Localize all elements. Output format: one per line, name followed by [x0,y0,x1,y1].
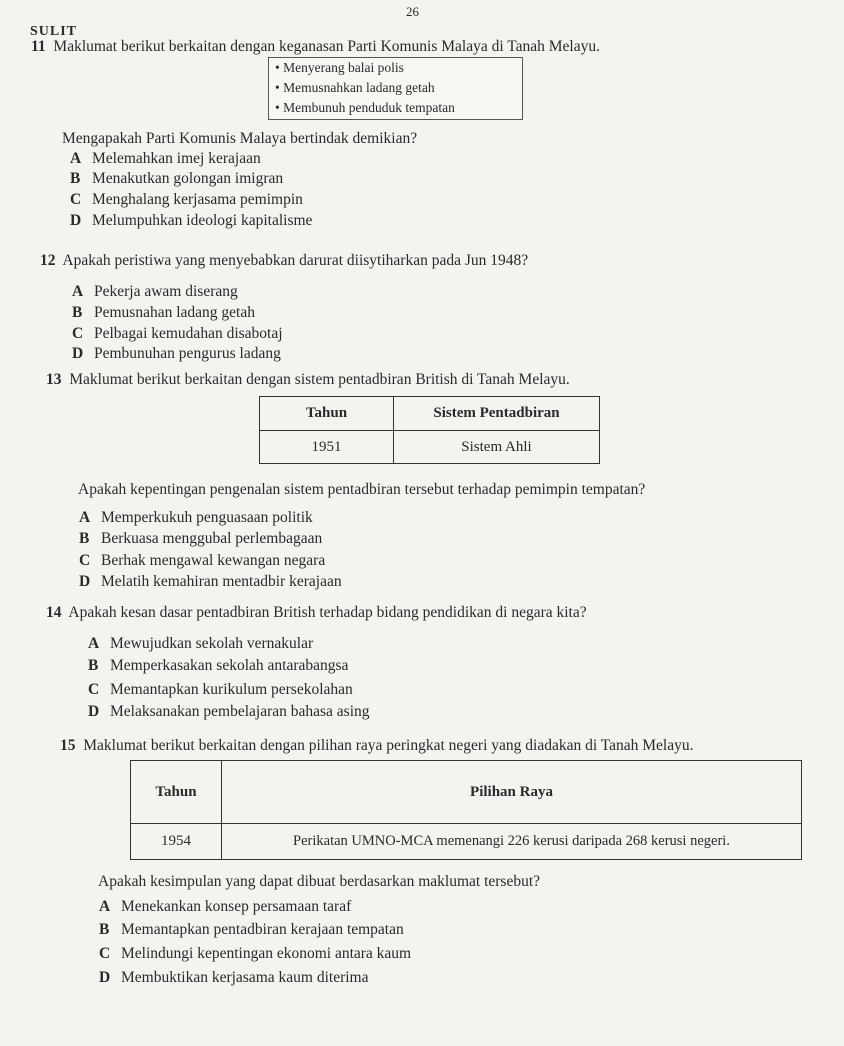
option-a[interactable]: A Memperkukuh penguasaan politik [79,509,313,526]
question-11-stem [31,38,600,56]
question-text: Apakah kesan dasar pentadbiran British terhadap bidang pendidikan di negara kita? [68,604,587,621]
info-bullet: • Memusnahkan ladang getah [275,80,435,95]
question-13-question: Apakah kepentingan pengenalan sistem pentadbiran tersebut terhadap pemimpin tempatan? [78,481,646,498]
option-c[interactable]: C Pelbagai kemudahan disabotaj [72,325,283,342]
question-number: 14 [46,604,62,621]
question-14-stem [46,604,587,622]
question-13-stem [46,371,570,389]
question-text: Maklumat berikut berkaitan dengan pilihan raya peringkat negeri yang diadakan di Tanah Melayu. [83,737,694,754]
question-number: 13 [46,371,62,388]
question-number: 11 [31,38,46,55]
option-a[interactable]: A Melemahkan imej kerajaan [70,150,261,167]
option-b[interactable]: B Memperkasakan sekolah antarabangsa [88,657,349,674]
classification-label: SULIT [30,24,78,39]
table-cell: Sistem Ahli [394,431,600,464]
question-text: Apakah peristiwa yang menyebabkan darurat diisytiharkan pada Jun 1948? [62,252,529,269]
question-15-stem [60,737,694,755]
question-15-question: Apakah kesimpulan yang dapat dibuat berdasarkan maklumat tersebut? [98,873,541,890]
option-b[interactable]: B Berkuasa menggubal perlembagaan [79,530,323,547]
question-number: 12 [40,252,56,269]
option-a[interactable]: A Mewujudkan sekolah vernakular [88,635,314,652]
option-c[interactable]: C Berhak mengawal kewangan negara [79,552,326,569]
question-11-question: Mengapakah Parti Komunis Malaya bertindak demikian? [62,130,418,147]
option-d[interactable]: D Melumpuhkan ideologi kapitalisme [70,212,313,229]
option-d[interactable]: D Melaksanakan pembelajaran bahasa asing [88,703,370,720]
option-b[interactable]: B Pemusnahan ladang getah [72,304,255,321]
table-header: Sistem Pentadbiran [394,397,600,431]
option-d[interactable]: D Membuktikan kerjasama kaum diterima [99,969,369,986]
table-cell: 1951 [260,431,394,464]
option-c[interactable]: C Memantapkan kurikulum persekolahan [88,681,353,698]
question-text: Maklumat berikut berkaitan dengan sistem pentadbiran British di Tanah Melayu. [69,371,570,388]
option-a[interactable]: A Pekerja awam diserang [72,283,238,300]
question-text: Maklumat berikut berkaitan dengan keganasan Parti Komunis Malaya di Tanah Melayu. [53,38,600,55]
table-header: Pilihan Raya [222,761,802,824]
info-bullet: • Membunuh penduduk tempatan [275,100,455,115]
page-number: 26 [406,4,419,19]
option-b[interactable]: B Menakutkan golongan imigran [70,170,284,187]
table-header: Tahun [131,761,222,824]
option-c[interactable]: C Menghalang kerjasama pemimpin [70,191,303,208]
table-cell: 1954 [131,824,222,860]
option-b[interactable]: B Memantapkan pentadbiran kerajaan tempatan [99,921,404,938]
question-12-stem [40,252,528,270]
option-a[interactable]: A Menekankan konsep persamaan taraf [99,898,352,915]
option-d[interactable]: D Melatih kemahiran mentadbir kerajaan [79,573,342,590]
option-d[interactable]: D Pembunuhan pengurus ladang [72,345,281,362]
info-table [259,396,600,464]
table-header: Tahun [260,397,394,431]
info-bullet: • Menyerang balai polis [275,60,404,75]
info-box [268,57,523,120]
table-cell: Perikatan UMNO-MCA memenangi 226 kerusi daripada 268 kerusi negeri. [222,824,802,860]
info-table [130,760,802,860]
question-number: 15 [60,737,76,754]
option-c[interactable]: C Melindungi kepentingan ekonomi antara kaum [99,945,412,962]
